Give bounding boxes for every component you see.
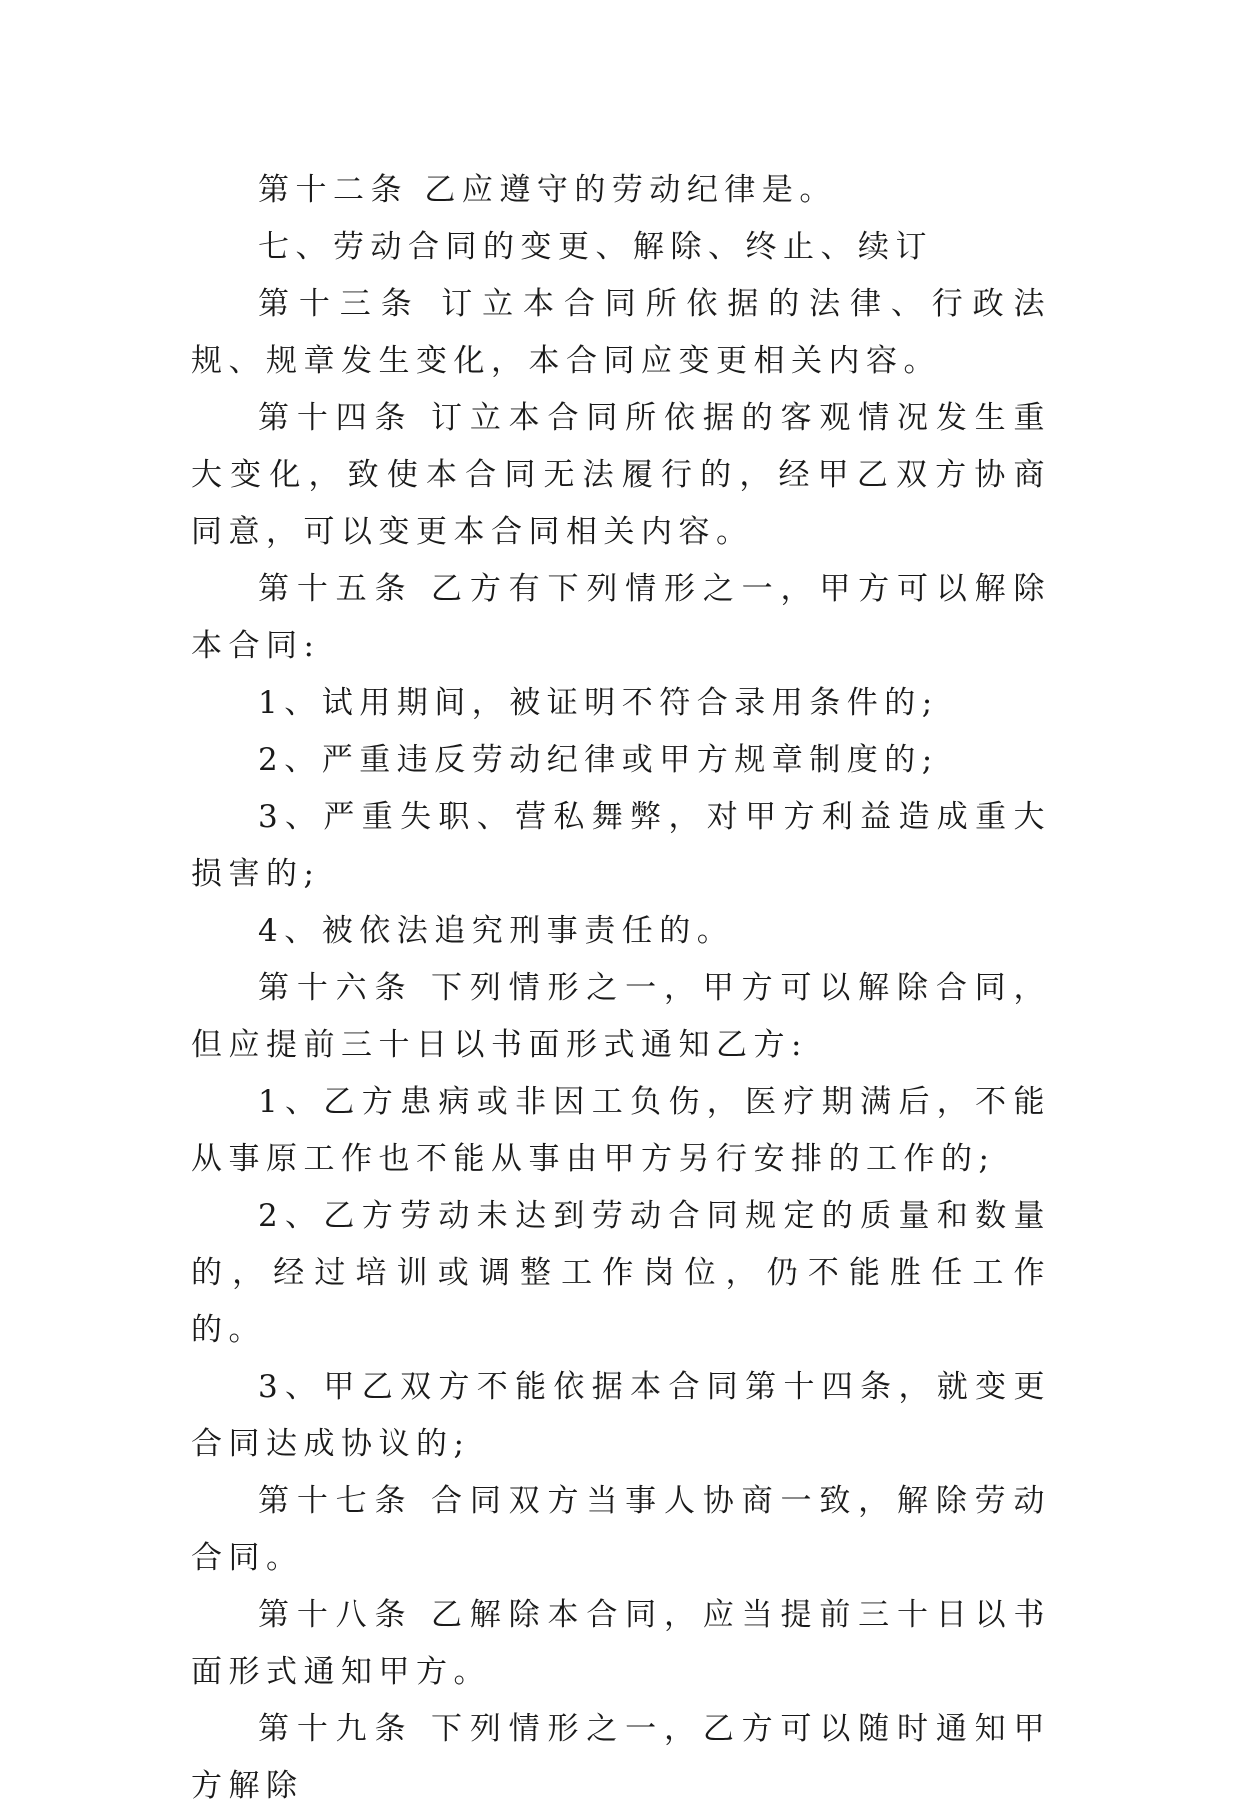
- article-16-item-1: 1、乙方患病或非因工负伤，医疗期满后，不能从事原工作也不能从事由甲方另行安排的工作的;: [191, 1084, 1051, 1177]
- article-15-item-1: 1、试用期间，被证明不符合录用条件的;: [258, 685, 939, 721]
- article-17: 第十七条 合同双方当事人协商一致，解除劳动合同。: [191, 1483, 1051, 1576]
- article-19: 第十九条 下列情形之一，乙方可以随时通知甲方解除: [191, 1711, 1051, 1804]
- article-14: 第十四条 订立本合同所依据的客观情况发生重大变化，致使本合同无法履行的，经甲乙双方协商同意，可以变更本合同相关内容。: [191, 400, 1051, 550]
- article-15-item-4: 4、被依法追究刑事责任的。: [258, 913, 735, 949]
- article-16-item-3: 3、甲乙双方不能依据本合同第十四条，就变更合同达成协议的;: [191, 1369, 1051, 1462]
- article-13: 第十三条 订立本合同所依据的法律、行政法规、规章发生变化，本合同应变更相关内容。: [191, 286, 1051, 379]
- document-body: [191, 162, 1051, 1815]
- article-18: 第十八条 乙解除本合同，应当提前三十日以书面形式通知甲方。: [191, 1597, 1051, 1690]
- article-15-item-2: 2、严重违反劳动纪律或甲方规章制度的;: [258, 742, 939, 778]
- article-15-item-3: 3、严重失职、营私舞弊，对甲方利益造成重大损害的;: [191, 799, 1051, 892]
- article-16-item-2: 2、乙方劳动未达到劳动合同规定的质量和数量的，经过培训或调整工作岗位，仍不能胜任工作的。: [191, 1198, 1051, 1348]
- article-15: 第十五条 乙方有下列情形之一，甲方可以解除本合同:: [191, 571, 1051, 664]
- section-7-heading: 七、劳动合同的变更、解除、终止、续订: [258, 229, 933, 265]
- article-12: 第十二条 乙应遵守的劳动纪律是。: [258, 172, 837, 208]
- article-16: 第十六条 下列情形之一，甲方可以解除合同，但应提前三十日以书面形式通知乙方:: [191, 970, 1051, 1063]
